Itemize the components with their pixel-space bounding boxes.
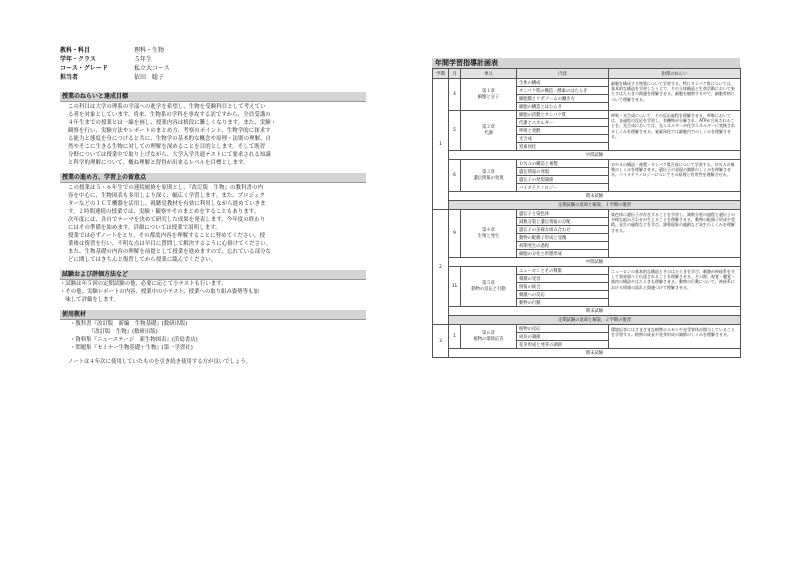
info-grade: 学年・クラス ５年生: [60, 56, 153, 63]
content-item: 刺激への反応: [517, 291, 609, 299]
unit-cell: [461, 79, 517, 111]
header-unit: 単元: [461, 69, 517, 79]
method-heading: 授業の進め方、学習上の留意点: [60, 173, 366, 183]
annual-plan: [432, 58, 740, 358]
method-text-line: す。２時間連続の授業では、実験・観察やそのまとめをすることもあります。: [68, 209, 260, 215]
exam-label: 中間試験: [449, 151, 741, 160]
unit-name-line: 生殖と発生: [477, 233, 500, 239]
materials-list: [60, 320, 366, 352]
content-item: 窒素同化: [517, 143, 609, 151]
aim-cell: 細胞を構成する物質について学習する。特にタンパク質については、基本的な構造を学習したうえで、その立体構造と生命活動において果たすはたらきの関連を理解させる。細胞を観察する中で、細胞骨格について理解させる。: [609, 79, 741, 111]
content-item: 減数分裂と遺伝情報の分配: [517, 218, 609, 226]
aims-text-line: 然やそこに生きる生物に対しての理解を深めることを目的とします。そして既習: [68, 144, 266, 150]
unit-name-line: 第６章: [482, 330, 495, 336]
aims-heading: 授業のねらいと達成目標: [60, 92, 366, 102]
aims-text-line: る能力と態度を身につけると共に、生物学の基本的な概念や原理・法則の理解、自: [68, 136, 272, 142]
aim-cell: ＤＮＡの構造・複製・タンパク質合成について学習する。ＤＮＡの複製のしくみを理解させる。遺伝子の発現の調節のしくみを理解させる。バイオテクノロジーについてその原理と有用性を理解させる。: [609, 160, 741, 192]
plan-row: [433, 111, 741, 119]
plan-row: [433, 325, 741, 333]
review-label: 定期試験の返却と解説、２学期の復習: [449, 316, 741, 325]
unit-cell: [461, 267, 517, 307]
term-cell: 3: [433, 325, 449, 358]
eval-text-line: ・その他、実験レポートの内容、授業中の小テスト、授業への取り組み姿勢等も加: [60, 289, 259, 295]
aims-text-line: と科学的理解について、概ね理解と習得が出来るレベルを目標とします。: [68, 160, 249, 166]
course-info-column: [60, 46, 366, 366]
header-month: 月: [449, 69, 461, 79]
content-item: 細胞の分化と形態形成: [517, 250, 609, 258]
plan-row: [433, 160, 741, 168]
plan-title: 年間学習指導計画表: [432, 58, 740, 68]
materials-list-line: ・問題集『セミナー生物基礎＋生物』(第一学習社): [70, 345, 193, 351]
month-cell: 5: [449, 111, 461, 151]
materials-list-line: 『改訂版 生物』(数研出版): [70, 329, 158, 335]
exam-label: 期末試験: [449, 349, 741, 358]
unit-name-line: 第４章: [482, 227, 495, 233]
review-row: [433, 316, 741, 325]
materials-list-line: ・教科書『改訂版 新編 生物基礎』(数研出版): [70, 321, 188, 327]
header-content: 内容: [517, 69, 609, 79]
plan-header-row: [433, 69, 741, 79]
aims-text-line: この科目は大学の理系の学部への進学を希望し、生物を受験科目として考えてい: [68, 104, 266, 110]
plan-row: [433, 267, 741, 275]
content-item: 遺伝子の多様な組み合わせ: [517, 226, 609, 234]
materials-list-line: ・資料集『ニューステージ 新生物図表』(浜島書店): [70, 337, 198, 343]
method-text-line: また、生物基礎の内容の理解を前提として授業を進めますので、忘れている部分な: [68, 249, 272, 255]
method-text-line: 業後は復習を行い、不明な点は早目に質問して解決するように心掛けてください。: [68, 241, 272, 247]
info-teacher: 担当者 依田 聡子: [60, 74, 165, 81]
materials-heading: 使用教材: [60, 310, 366, 320]
content-item: 代謝とエネルギー: [517, 119, 609, 127]
content-item: 植物の反応: [517, 325, 609, 333]
month-cell: 9: [449, 210, 461, 258]
info-course: コース・グレード 私立大コース: [60, 65, 170, 72]
eval-heading: 試験および評価方法など: [60, 270, 366, 280]
review-row: [433, 201, 741, 210]
content-item: 動物の行動: [517, 299, 609, 307]
review-label: 定期試験の返却と解説、１学期の復習: [449, 201, 741, 210]
unit-name-line: 細胞と分子: [477, 94, 500, 100]
method-text-line: どに関してはきちんと復習してから授業に臨んでください。: [68, 257, 217, 263]
plan-row: [433, 210, 741, 218]
exam-row: [433, 151, 741, 160]
term-cell: 1: [433, 79, 449, 210]
content-item: 初期発生の過程: [517, 242, 609, 250]
method-text-line: ターなどのＩＣＴ機器を活用し、視聴覚教材を有効に利用しながら進めていきま: [68, 201, 266, 207]
content-item: タンパク質の構造・酵素のはたらき: [517, 87, 609, 95]
exam-label: 期末試験: [449, 192, 741, 201]
method-text-line: 容を中心に、生物図表も多用しより深く、幅広く学習します。また、プロジェク: [68, 193, 266, 199]
method-text-line: 次年度には、各自でテーマを決めて研究した成果を発表します。今年度の終わり: [68, 217, 266, 223]
plan-table: [432, 68, 741, 358]
unit-cell: [461, 160, 517, 192]
unit-name-line: 動物の反応と行動: [471, 286, 506, 292]
aim-cell: 環境応答にはさまざまな植物ホルモンや光受容体が関与していることを学習する。植物の成長や花芽形成の調節のしくみを理解させる。: [609, 325, 741, 349]
method-text-line: にはその準備を始めます。詳細については授業で説明します。: [68, 225, 221, 231]
content-item: 刺激の受容: [517, 275, 609, 283]
content-item: 生体の構成: [517, 79, 609, 87]
unit-cell: [461, 210, 517, 258]
method-text: [60, 184, 366, 264]
eval-text-line: ・試験は年５回の定期試験の他、必要に応じて小テストも行います。: [60, 281, 227, 287]
month-cell: 11: [449, 267, 461, 307]
info-subject: 教科・科目 理科・生物: [60, 47, 165, 54]
term-cell: 2: [433, 210, 449, 325]
unit-name-line: 第１章: [482, 88, 495, 94]
aims-text-line: 分野については授業中で取り上げながら、大学入学共通テストにて要求される知識: [68, 152, 271, 158]
aim-cell: 染色体に遺伝子が存在することを学習し、減数分裂の過程と遺伝子の多様な組み合わせが生じることを理解させる。動物の配偶子形成や受精、発生の過程などを学び、誘導現象の連鎖など発生のしくみを理解させる。: [609, 210, 741, 258]
exam-row: [433, 192, 741, 201]
content-item: 動物の配偶子形成と受精: [517, 234, 609, 242]
method-text-line: 授業では必ずノートをとり、その都度内容を理解することに努めてください。授: [68, 233, 266, 239]
unit-name-line: 第２章: [482, 124, 495, 130]
aim-cell: 呼吸・光合成について、その反応過程を理解させる。呼吸においては、各過程の反応を学習し、有機物が分解され、ATPが合成されることを、光合成においては、光エネルギーが化学エネルギーに変換されるしくみを理解させる。窒素同化では細胞内でのしくみを理解させる。: [609, 111, 741, 151]
exam-row: [433, 307, 741, 316]
content-item: 情報の統合: [517, 283, 609, 291]
month-cell: 1: [449, 325, 461, 349]
unit-name-line: 第５章: [482, 280, 495, 286]
unit-name-line: 代謝: [484, 130, 493, 136]
method-text-line: この授業は５・６年生での連続履修を原則とし、『改訂版 生物』の教科書の内: [68, 185, 263, 191]
content-item: 細胞の構造とはたらき: [517, 103, 609, 111]
content-item: 呼吸と発酵: [517, 127, 609, 135]
content-item: 細胞膜とリボソームの働き方: [517, 95, 609, 103]
exam-label: 期末試験: [449, 307, 741, 316]
content-item: 成長の調節: [517, 333, 609, 341]
header-aim: 指導のねらい: [609, 69, 741, 79]
content-item: 細胞の活動とタンパク質: [517, 111, 609, 119]
eval-text: [60, 280, 366, 304]
aims-text-line: る者を対象としています。将来、生物系の学科を専攻する訳ですから、全員受講の: [68, 112, 271, 118]
content-item: ニューロンとその興奮: [517, 267, 609, 275]
content-item: 遺伝情報の発現: [517, 168, 609, 176]
unit-cell: [461, 325, 517, 349]
aims-text-line: 観察を行い、実験方法やレポートのまとめ方、考察のポイント、生物学的に探求す: [68, 128, 271, 134]
content-item: 花芽形成と発芽の調節: [517, 341, 609, 349]
eval-text-line: 味して評価をします。: [60, 297, 119, 303]
content-item: 遺伝子の発現調節: [517, 176, 609, 184]
month-cell: 4: [449, 79, 461, 111]
plan-row: [433, 79, 741, 87]
aims-text: [60, 103, 366, 167]
unit-name-line: 第３章: [482, 169, 495, 175]
content-item: 光合成: [517, 135, 609, 143]
unit-name-line: 植物の環境応答: [473, 336, 504, 342]
content-item: バイオテクノロジー: [517, 184, 609, 192]
content-item: 遺伝子と染色体: [517, 210, 609, 218]
content-item: ＤＮＡの構造と複製: [517, 160, 609, 168]
unit-cell: [461, 111, 517, 151]
month-cell: 6: [449, 160, 461, 192]
exam-label: 中間試験: [449, 258, 741, 267]
exam-row: [433, 349, 741, 358]
materials-note: ノートは４年次に使用していたものを引き続き使用する方が良いでしょう。: [68, 359, 252, 365]
unit-name-line: 遺伝情報の発現: [473, 175, 504, 181]
aims-text-line: ４年生までの授業とは一線を画し、授業内容は格段に難しくなります。また、実験・: [68, 120, 277, 126]
exam-row: [433, 258, 741, 267]
aim-cell: ニューロンの基本的な構造とそのはたらきを学び、刺激が神経系を介して効果器へと伝達されることを理解させる。その際、視覚・聴覚・筋肉の構造やはたらきも理解させる。動物の行動について、神経系における情報の流れと関連づけて理解させる。: [609, 267, 741, 307]
header-term: 学期: [433, 69, 449, 79]
